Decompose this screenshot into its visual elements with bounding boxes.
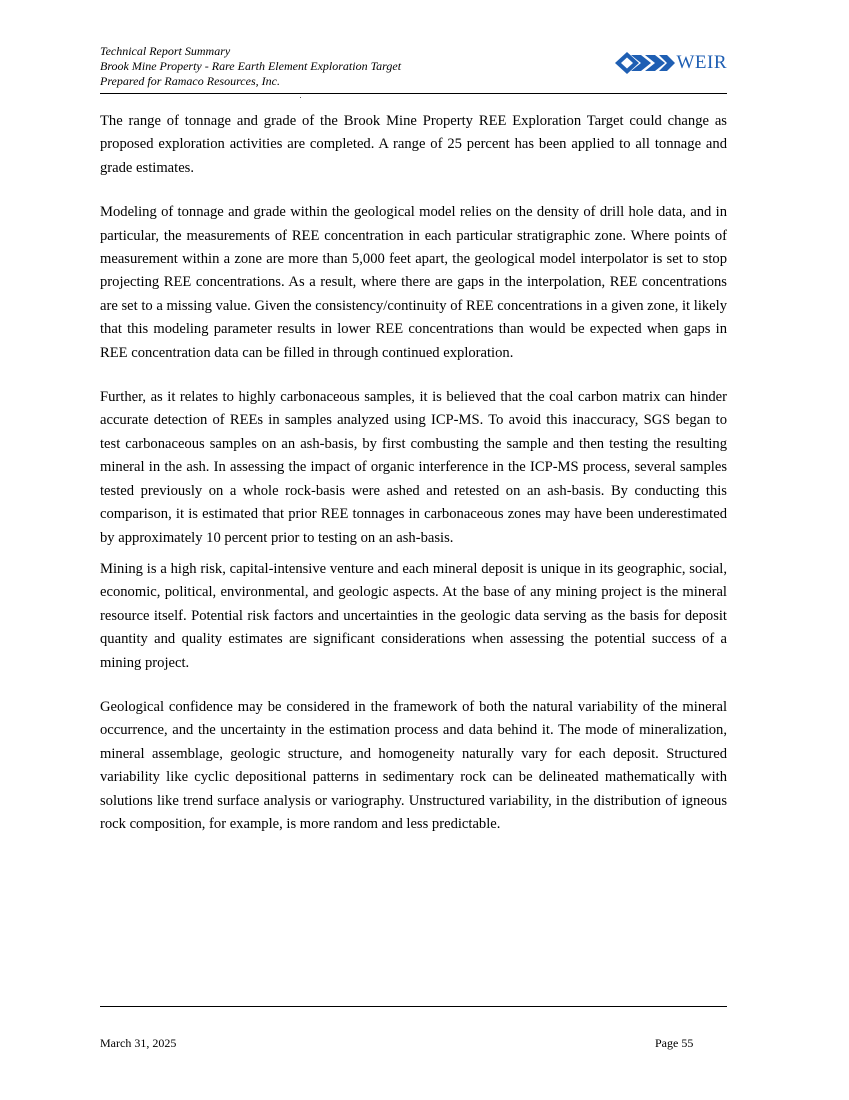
paragraph-carbonaceous-samples: Further, as it relates to highly carbonaceous samples, it is believed that the coal carbon matrix can hinder accurate detection of REEs in samples analyzed using ICP-MS. To avoid this inaccuracy, SGS began to test carbonaceous samples on an ash-basis, by first combusting the sample and then testing the resulting mineral in the ash. In assessing the impact of organic interference in the ICP-MS process, several samples tested previously on a whole rock-basis were ashed and retested on an ash-basis. By conducting this comparison, it is estimated that prior REE tonnages in carbonaceous zones may have been underestimated by approximately 10 percent prior to testing on an ash-basis. bbox=[100, 389, 727, 546]
weir-logo bbox=[615, 50, 727, 76]
header-report-title: Technical Report Summary bbox=[100, 44, 231, 58]
paragraph-modeling: Modeling of tonnage and grade within the geological model relies on the density of drill hole data, and in particular, the measurements of REE concentration in each particular stratigraphic zone. Where points of measurement within a zone are more than 5,000 feet apart, the geological model interpolator is set to stop projecting REE concentrations. As a result, where there are gaps in the interpolation, REE concentrations are set to a missing value. Given the consistency/continuity of REE concentrations in a given zone, it likely that this modeling parameter results in lower REE concentrations than would be expected when gaps in REE concentration data can be filled in through continued exploration. bbox=[100, 204, 727, 361]
triple-chevron-diamond-logo-icon bbox=[615, 51, 675, 75]
paragraph-geological-confidence: Geological confidence may be considered in the framework of both the natural variability of the mineral occurrence, and the uncertainty in the estimation process and data behind it. The mode of mineralization, mineral assemblage, geologic structure, and homogeneity naturally vary for each deposit. Structured variability like cyclic depositional patterns in sedimentary rock can be delineated mathematically with solutions like trend surface analysis or variography. Unstructured variability, in the distribution of igneous rock composition, for example, is more random and less predictable. bbox=[100, 698, 727, 832]
header-property-title: Brook Mine Property - Rare Earth Element Exploration Target bbox=[100, 59, 402, 73]
footer-divider bbox=[100, 1006, 727, 1007]
header-text-block bbox=[100, 44, 401, 89]
header-mark bbox=[300, 97, 301, 98]
paragraph-range-of-tonnage: The range of tonnage and grade of the Brook Mine Property REE Exploration Target could change as proposed exploration activities are completed. A range of 25 percent has been applied to all tonnage and grade estimates. bbox=[100, 113, 727, 176]
page-header bbox=[100, 44, 727, 94]
body-content bbox=[100, 110, 727, 836]
logo-text: WEIR bbox=[676, 52, 727, 73]
footer-date: March 31, 2025 bbox=[100, 1036, 177, 1050]
paragraph-mining-risk: Mining is a high risk, capital-intensive venture and each mineral deposit is unique in its geographic, social, economic, political, environmental, and geologic aspects. At the base of any mining project is the mineral resource itself. Potential risk factors and uncertainties in the geologic data serving as the basis for deposit quantity and quality estimates are significant considerations when assessing the potential success of a mining project. bbox=[100, 560, 727, 671]
footer-page-number: Page 55 bbox=[655, 1036, 694, 1050]
header-divider bbox=[100, 93, 727, 94]
header-prepared-for: Prepared for Ramaco Resources, Inc. bbox=[100, 74, 280, 88]
